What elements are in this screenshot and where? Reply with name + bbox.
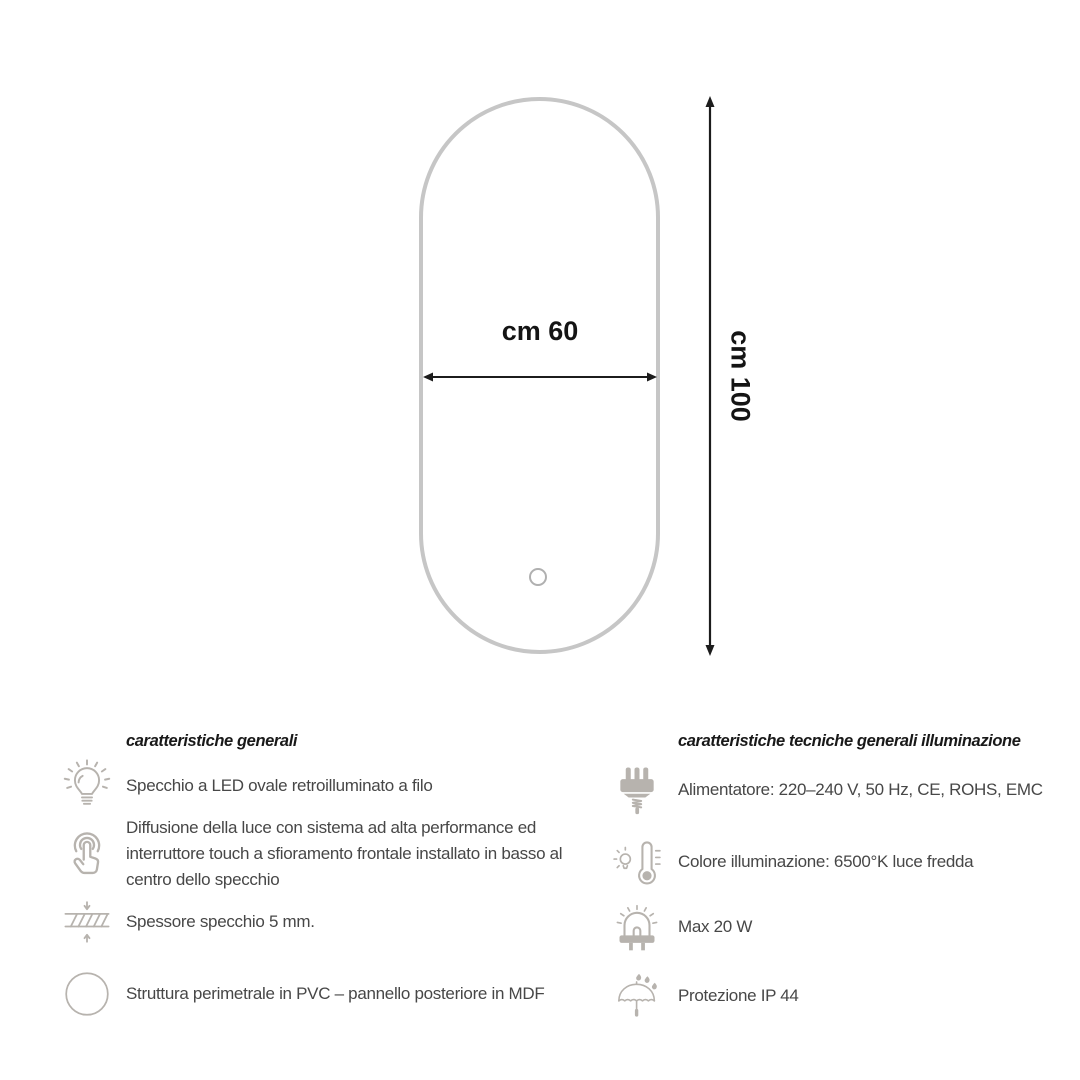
- spec-item-text: Max 20 W: [678, 917, 753, 936]
- umbrella-rain-icon: [612, 965, 662, 1027]
- spec-item-power: [612, 758, 1072, 822]
- spec-item-led-mirror: [58, 756, 606, 816]
- power-plug-icon: [612, 760, 662, 820]
- spec-item-text: Diffusione della luce con sistema ad alta performance ed interruttore touch a sfioramento frontale installato in basso al centro dello specchio: [126, 818, 563, 889]
- width-dimension-label: cm 60: [501, 316, 579, 346]
- led-icon: [612, 898, 662, 956]
- spec-item-text: Colore illuminazione: 6500°K luce fredda: [678, 852, 974, 871]
- spec-item-protection: [612, 964, 1072, 1028]
- spec-item-max-power: [612, 897, 1072, 957]
- lighting-specs-section: [612, 726, 1072, 1005]
- spec-item-text: Spessore specchio 5 mm.: [126, 912, 315, 931]
- spec-item-text: Specchio a LED ovale retroilluminato a filo: [126, 776, 433, 795]
- thermometer-icon: [612, 833, 662, 891]
- mirror-thickness-icon: [58, 895, 116, 949]
- frame-circle-icon: [58, 968, 116, 1020]
- spec-item-thickness: [58, 892, 606, 952]
- spec-item-text: Protezione IP 44: [678, 986, 799, 1005]
- general-specs-heading: caratteristiche generali: [126, 732, 298, 750]
- spec-item-color-temp: [612, 830, 1072, 894]
- height-dimension-label: cm 100: [725, 330, 756, 422]
- height-dimension-arrow: [700, 95, 720, 657]
- touch-sensor-dot: [529, 568, 547, 586]
- width-dimension-arrow: [421, 367, 659, 387]
- general-specs-section: [58, 726, 606, 1003]
- lighting-specs-heading: caratteristiche tecniche generali illuminazione: [678, 732, 1021, 750]
- spec-item-touch: [58, 812, 606, 896]
- touch-icon: [58, 826, 116, 882]
- spec-item-text: Alimentatore: 220–240 V, 50 Hz, CE, ROHS, EMC: [678, 780, 1043, 799]
- spec-item-text: Struttura perimetrale in PVC – pannello posteriore in MDF: [126, 984, 545, 1003]
- lightbulb-icon: [58, 757, 116, 815]
- spec-item-frame: [58, 966, 606, 1022]
